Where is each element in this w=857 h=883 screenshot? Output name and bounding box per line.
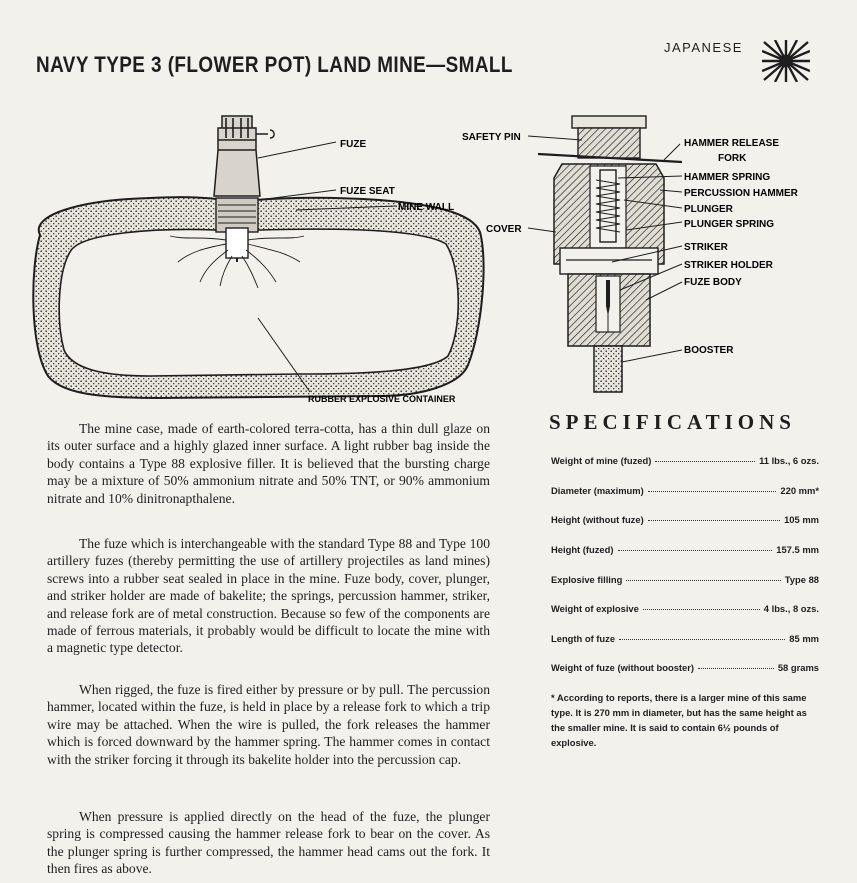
label-plunger-spring: PLUNGER SPRING [684,219,775,230]
page-title: NAVY TYPE 3 (FLOWER POT) LAND MINE—SMALL [36,52,513,77]
spec-row: Height (without fuze) 105 mm [551,514,819,525]
label-striker-holder: STRIKER HOLDER [684,260,773,271]
fuze-cross-section-diagram [450,100,850,400]
label-hammer-release: HAMMER RELEASE [684,138,780,149]
specifications-footnote: * According to reports, there is a larger mine of this same type. It is 270 mm in diameter, but has the same height as the smaller mine. It is said to contain 6½ pounds of explosive. [551,692,807,748]
paragraph-mine-case: The mine case, made of earth-colored terra-cotta, has a thin dull glaze on its outer surface and a highly glazed inner surface. A light rubber bag inside the body contains a Type 88 explosive filler. It is believed that the bursting charge may be a mixture of 50% ammonium nitrate and 50% TNT, or 90% ammonium nitrate and 10% dinitronapthalene. [47,421,490,506]
rubber-container-shape [59,229,458,376]
paragraph-fuze: The fuze which is interchangeable with the standard Type 88 and Type 100 artillery fuzes (thereby permitting the use of artillery projectiles as land mines) screws into a rubber seat sealed in place in the mine. Fuze body, cover, plunger, and striker holder are made of bakelite; the springs, percussion hammer, striker, and release fork are of metal construction. Because so few of the components are made of ferrous materials, it probably would be difficult to locate the mine with a magnetic type detector. [47,536,490,656]
specifications-title: SPECIFICATIONS [549,410,796,434]
label-fuze-body: FUZE BODY [684,277,742,288]
spec-row: Weight of fuze (without booster) 58 grams [551,662,819,673]
label-hammer-spring: HAMMER SPRING [684,172,771,183]
paragraph-rigging: When rigged, the fuze is fired either by pressure or by pull. The percussion hammer, located within the fuze, is held in place by a release fork to which a trip wire may be attached. When the wire is pulled, the fork releases the hammer which is forced downward by the hammer spring. The hammer comes in contact with the striker forcing it through its bakelite holder into the percussion cap. [47,682,490,767]
label-fuze: FUZE [340,139,367,150]
label-container: RUBBER EXPLOSIVE CONTAINER [308,394,456,404]
label-mine-wall: MINE WALL [398,202,455,213]
fuze-shape [214,116,260,196]
label-striker: STRIKER [684,242,728,253]
spec-row: Length of fuze 85 mm [551,633,819,644]
rising-sun-flag-icon [762,40,810,82]
label-fuze-seat: FUZE SEAT [340,186,395,197]
spec-row: Explosive filling Type 88 [551,574,819,585]
spec-row: Diameter (maximum) 220 mm* [551,485,819,496]
label-booster: BOOSTER [684,345,734,356]
label-percussion-hammer: PERCUSSION HAMMER [684,188,798,199]
mine-cross-section-diagram [0,0,500,410]
spec-row: Height (fuzed) 157.5 mm [551,544,819,555]
spec-row: Weight of explosive 4 lbs., 8 ozs. [551,603,819,614]
spec-row: Weight of mine (fuzed) 11 lbs., 6 ozs. [551,455,819,466]
country-label: JAPANESE [664,40,743,55]
label-fork: FORK [718,153,747,164]
label-cover: COVER [486,224,522,235]
label-safety-pin: SAFETY PIN [462,132,521,143]
paragraph-pressure: When pressure is applied directly on the head of the fuze, the plunger spring is compressed causing the hammer release fork to bear on the cover. As the plunger spring is further compressed, the hammer head cams out the fork. It then fires as above. [47,809,490,877]
label-plunger: PLUNGER [684,204,733,215]
